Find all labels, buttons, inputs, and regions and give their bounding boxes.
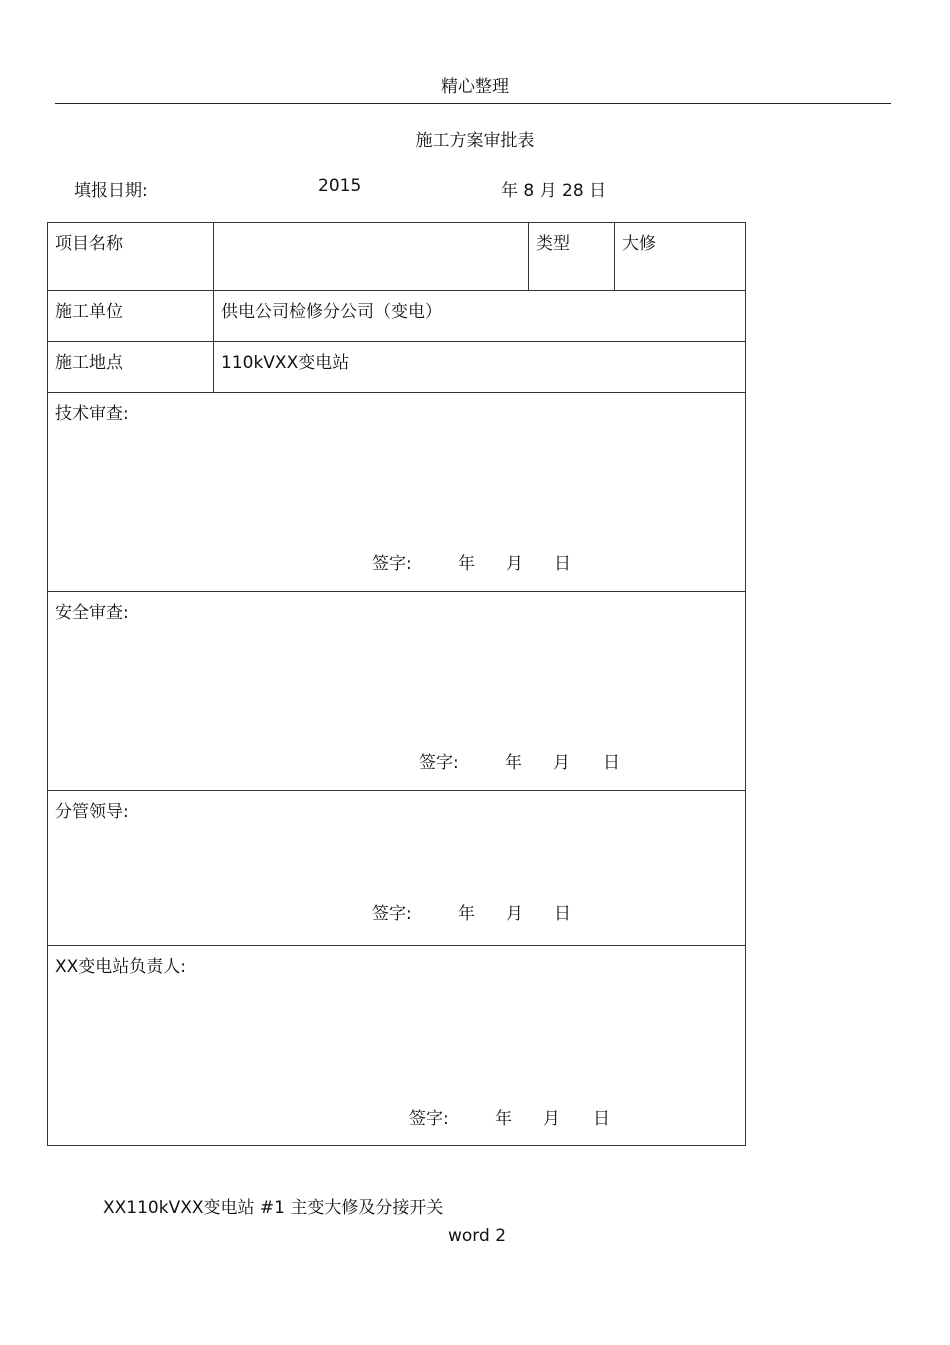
- page-number: word 2: [448, 1226, 507, 1246]
- unit-label: 施工单位: [48, 291, 214, 342]
- technical-review-label: 技术审查:: [55, 404, 129, 424]
- safety-review-row: [48, 592, 746, 791]
- page-header-title: 精心整理: [441, 77, 509, 97]
- signature-month: 月: [553, 753, 570, 773]
- site-value: 110kVXX变电站: [214, 342, 746, 393]
- signature-label: 签字:: [419, 753, 459, 773]
- unit-row: [48, 291, 746, 342]
- project-name-value: [214, 223, 529, 291]
- leader-review-cell: [48, 791, 746, 946]
- fill-date-label: 填报日期:: [74, 181, 148, 201]
- project-name-label: 项目名称: [48, 223, 214, 291]
- unit-value: 供电公司检修分公司（变电）: [214, 291, 746, 342]
- signature-month: 月: [506, 904, 523, 924]
- signature-label: 签字:: [409, 1109, 449, 1129]
- signature-label: 签字:: [372, 554, 412, 574]
- fill-date-month-day: 年 8 月 28 日: [501, 181, 607, 201]
- document-footer-title: XX110kVXX变电站 #1 主变大修及分接开关: [103, 1198, 444, 1218]
- signature-year: 年: [495, 1109, 512, 1129]
- technical-review-cell: [48, 393, 746, 592]
- station-head-cell: [48, 946, 746, 1146]
- fill-date-year: 2015: [318, 176, 362, 196]
- safety-review-label: 安全审查:: [55, 603, 129, 623]
- site-row: [48, 342, 746, 393]
- signature-day: 日: [593, 1109, 610, 1129]
- approval-form-table: [47, 222, 746, 1146]
- leader-review-label: 分管领导:: [55, 802, 129, 822]
- type-label: 类型: [529, 223, 615, 291]
- signature-month: 月: [506, 554, 523, 574]
- signature-day: 日: [554, 554, 571, 574]
- signature-label: 签字:: [372, 904, 412, 924]
- technical-review-row: [48, 393, 746, 592]
- leader-review-row: [48, 791, 746, 946]
- signature-month: 月: [543, 1109, 560, 1129]
- signature-year: 年: [505, 753, 522, 773]
- header-divider: [55, 103, 891, 104]
- form-title: 施工方案审批表: [415, 131, 535, 151]
- signature-day: 日: [603, 753, 620, 773]
- type-value: 大修: [615, 223, 746, 291]
- safety-review-cell: [48, 592, 746, 791]
- station-head-label: XX变电站负责人:: [55, 957, 187, 977]
- station-head-row: [48, 946, 746, 1146]
- signature-year: 年: [458, 904, 475, 924]
- project-row: [48, 223, 746, 291]
- signature-year: 年: [458, 554, 475, 574]
- signature-day: 日: [554, 904, 571, 924]
- site-label: 施工地点: [48, 342, 214, 393]
